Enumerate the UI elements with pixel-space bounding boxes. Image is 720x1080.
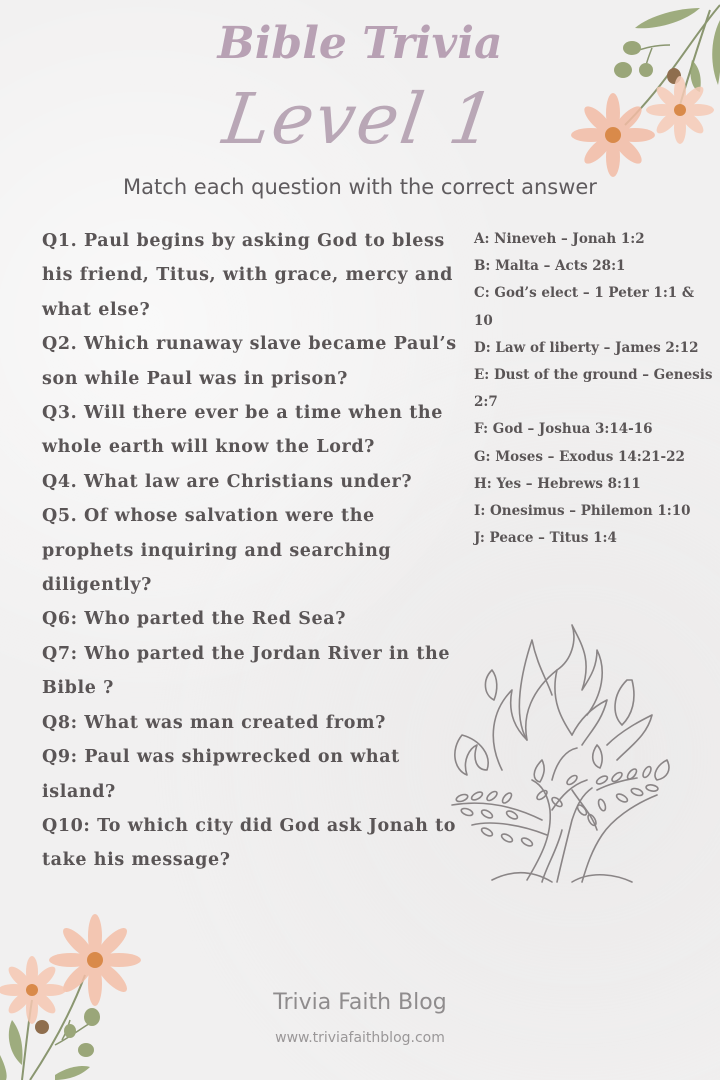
brand-name: Trivia Faith Blog: [273, 990, 447, 1015]
page-title: Bible Trivia: [217, 18, 503, 69]
question-1: Q1. Paul begins by asking God to bless his friend, Titus, with grace, mercy and what else?: [42, 231, 453, 320]
answer-a: A: Nineveh – Jonah 1:2: [474, 231, 645, 247]
question-7: Q7: Who parted the Jordan River in the Bible ?: [42, 643, 451, 699]
question-5: Q5. Of whose salvation were the prophets inquiring and searching diligently?: [42, 506, 392, 596]
answer-h: H: Yes – Hebrews 8:11: [474, 475, 641, 492]
website-url[interactable]: www.triviafaithblog.com: [275, 1030, 445, 1046]
level-heading: Level 1: [218, 78, 502, 160]
question-2: Q2. Which runaway slave became Paul’s son while Paul was in prison?: [42, 334, 457, 389]
questions-list: [42, 224, 462, 878]
instructions-subtitle: Match each question with the correct answer: [123, 175, 597, 199]
answers-list: [474, 226, 714, 552]
question-6: Q6: Who parted the Red Sea?: [42, 609, 347, 630]
burning-bush-icon: [432, 620, 697, 885]
question-3: Q3. Will there ever be a time when the whole earth will know the Lord?: [42, 403, 443, 458]
answer-f: F: God – Joshua 3:14-16: [474, 421, 653, 438]
question-9: Q9: Paul was shipwrecked on what island?: [42, 747, 400, 802]
answer-j: J: Peace – Titus 1:4: [474, 530, 617, 547]
question-8: Q8: What was man created from?: [42, 712, 386, 733]
answer-d: D: Law of liberty – James 2:12: [474, 339, 699, 356]
answer-b: B: Malta – Acts 28:1: [474, 258, 626, 275]
question-10: Q10: To which city did God ask Jonah to take his message?: [42, 815, 457, 871]
answer-i: I: Onesimus – Philemon 1:10: [474, 503, 691, 520]
question-4: Q4. What law are Christians under?: [42, 471, 413, 492]
answer-g: G: Moses – Exodus 14:21-22: [474, 448, 685, 465]
answer-e: E: Dust of the ground – Genesis 2:7: [474, 367, 713, 411]
answer-c: C: God’s elect – 1 Peter 1:1 & 10: [474, 285, 695, 329]
